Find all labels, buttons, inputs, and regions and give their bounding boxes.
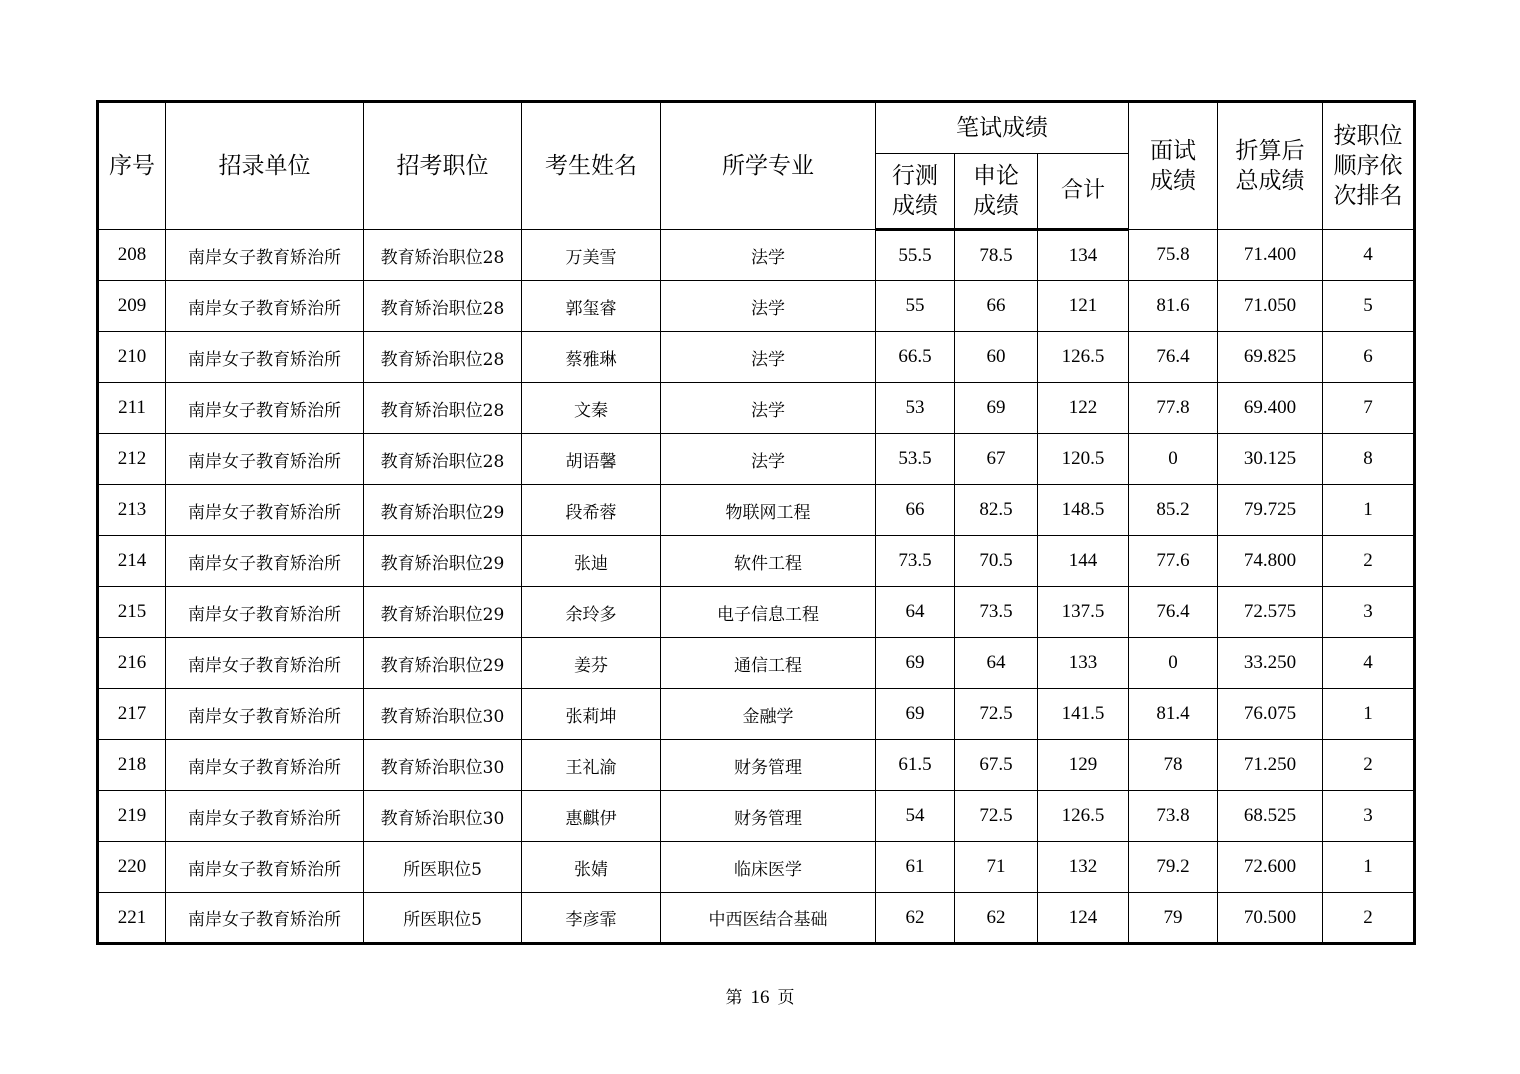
score-table (96, 100, 1416, 945)
table-row (98, 383, 1415, 434)
cell-final: 69.825 (1218, 332, 1323, 383)
cell-xingce: 53 (876, 383, 955, 434)
table-row (98, 587, 1415, 638)
cell-xingce: 61.5 (876, 740, 955, 791)
cell-major: 通信工程 (661, 638, 876, 689)
cell-interview: 75.8 (1129, 230, 1218, 281)
cell-shenlun: 60 (955, 332, 1038, 383)
cell-name: 姜芬 (522, 638, 661, 689)
cell-total: 122 (1038, 383, 1129, 434)
cell-shenlun: 70.5 (955, 536, 1038, 587)
cell-position: 所医职位5 (364, 893, 522, 944)
cell-name: 张莉坤 (522, 689, 661, 740)
table-row (98, 638, 1415, 689)
cell-shenlun: 67.5 (955, 740, 1038, 791)
cell-seq: 220 (98, 842, 166, 893)
cell-shenlun: 66 (955, 281, 1038, 332)
cell-shenlun: 73.5 (955, 587, 1038, 638)
cell-unit: 南岸女子教育矫治所 (166, 638, 364, 689)
header-unit: 招录单位 (166, 102, 364, 230)
cell-shenlun: 72.5 (955, 689, 1038, 740)
table-row (98, 893, 1415, 944)
cell-unit: 南岸女子教育矫治所 (166, 842, 364, 893)
cell-final: 69.400 (1218, 383, 1323, 434)
cell-seq: 211 (98, 383, 166, 434)
cell-final: 72.575 (1218, 587, 1323, 638)
table-body (98, 230, 1415, 944)
cell-final: 76.075 (1218, 689, 1323, 740)
cell-name: 张婧 (522, 842, 661, 893)
cell-rank: 5 (1323, 281, 1415, 332)
table-row (98, 230, 1415, 281)
cell-seq: 208 (98, 230, 166, 281)
cell-major: 法学 (661, 230, 876, 281)
cell-final: 79.725 (1218, 485, 1323, 536)
table-row (98, 536, 1415, 587)
cell-total: 126.5 (1038, 791, 1129, 842)
cell-name: 郭玺睿 (522, 281, 661, 332)
cell-position: 教育矫治职位30 (364, 689, 522, 740)
cell-final: 74.800 (1218, 536, 1323, 587)
cell-position: 所医职位5 (364, 842, 522, 893)
cell-rank: 4 (1323, 230, 1415, 281)
cell-major: 财务管理 (661, 740, 876, 791)
cell-xingce: 64 (876, 587, 955, 638)
cell-rank: 8 (1323, 434, 1415, 485)
cell-seq: 209 (98, 281, 166, 332)
cell-name: 蔡雅琳 (522, 332, 661, 383)
cell-xingce: 73.5 (876, 536, 955, 587)
cell-position: 教育矫治职位29 (364, 638, 522, 689)
cell-total: 124 (1038, 893, 1129, 944)
table-row (98, 740, 1415, 791)
cell-major: 电子信息工程 (661, 587, 876, 638)
cell-shenlun: 69 (955, 383, 1038, 434)
cell-name: 王礼渝 (522, 740, 661, 791)
cell-final: 68.525 (1218, 791, 1323, 842)
cell-seq: 210 (98, 332, 166, 383)
cell-rank: 4 (1323, 638, 1415, 689)
cell-name: 文秦 (522, 383, 661, 434)
cell-final: 72.600 (1218, 842, 1323, 893)
cell-seq: 219 (98, 791, 166, 842)
cell-unit: 南岸女子教育矫治所 (166, 587, 364, 638)
cell-rank: 3 (1323, 791, 1415, 842)
cell-unit: 南岸女子教育矫治所 (166, 791, 364, 842)
cell-xingce: 54 (876, 791, 955, 842)
header-seq: 序号 (98, 102, 166, 230)
header-interview: 面试成绩 (1129, 102, 1218, 230)
cell-major: 物联网工程 (661, 485, 876, 536)
cell-name: 张迪 (522, 536, 661, 587)
cell-shenlun: 78.5 (955, 230, 1038, 281)
cell-seq: 218 (98, 740, 166, 791)
cell-xingce: 53.5 (876, 434, 955, 485)
cell-total: 133 (1038, 638, 1129, 689)
page-number: 16 (750, 987, 770, 1008)
cell-position: 教育矫治职位29 (364, 587, 522, 638)
table-row (98, 434, 1415, 485)
cell-shenlun: 82.5 (955, 485, 1038, 536)
cell-unit: 南岸女子教育矫治所 (166, 230, 364, 281)
cell-final: 70.500 (1218, 893, 1323, 944)
cell-unit: 南岸女子教育矫治所 (166, 740, 364, 791)
header-rank: 按职位顺序依次排名 (1323, 102, 1415, 230)
cell-total: 134 (1038, 230, 1129, 281)
cell-total: 137.5 (1038, 587, 1129, 638)
cell-position: 教育矫治职位28 (364, 383, 522, 434)
cell-xingce: 55 (876, 281, 955, 332)
cell-interview: 85.2 (1129, 485, 1218, 536)
cell-xingce: 55.5 (876, 230, 955, 281)
header-written: 笔试成绩 (876, 102, 1129, 154)
cell-major: 软件工程 (661, 536, 876, 587)
cell-rank: 1 (1323, 689, 1415, 740)
cell-major: 法学 (661, 332, 876, 383)
cell-final: 30.125 (1218, 434, 1323, 485)
cell-xingce: 69 (876, 689, 955, 740)
page-footer (0, 983, 1520, 1009)
cell-total: 121 (1038, 281, 1129, 332)
footer-prefix: 第 (725, 988, 743, 1008)
cell-position: 教育矫治职位28 (364, 230, 522, 281)
header-xingce: 行测成绩 (876, 154, 955, 230)
cell-unit: 南岸女子教育矫治所 (166, 485, 364, 536)
cell-rank: 1 (1323, 842, 1415, 893)
cell-rank: 2 (1323, 536, 1415, 587)
cell-shenlun: 64 (955, 638, 1038, 689)
table-row (98, 791, 1415, 842)
cell-unit: 南岸女子教育矫治所 (166, 281, 364, 332)
cell-interview: 73.8 (1129, 791, 1218, 842)
cell-seq: 214 (98, 536, 166, 587)
table-row (98, 842, 1415, 893)
footer-suffix: 页 (777, 988, 795, 1008)
header-major: 所学专业 (661, 102, 876, 230)
cell-interview: 81.4 (1129, 689, 1218, 740)
cell-name: 段希蓉 (522, 485, 661, 536)
cell-rank: 6 (1323, 332, 1415, 383)
cell-interview: 76.4 (1129, 332, 1218, 383)
table-row (98, 281, 1415, 332)
cell-major: 临床医学 (661, 842, 876, 893)
cell-xingce: 69 (876, 638, 955, 689)
cell-final: 33.250 (1218, 638, 1323, 689)
cell-seq: 212 (98, 434, 166, 485)
cell-interview: 0 (1129, 434, 1218, 485)
cell-unit: 南岸女子教育矫治所 (166, 689, 364, 740)
cell-name: 余玲多 (522, 587, 661, 638)
cell-name: 万美雪 (522, 230, 661, 281)
header-name: 考生姓名 (522, 102, 661, 230)
cell-interview: 79.2 (1129, 842, 1218, 893)
cell-interview: 76.4 (1129, 587, 1218, 638)
cell-total: 126.5 (1038, 332, 1129, 383)
table-row (98, 485, 1415, 536)
cell-total: 144 (1038, 536, 1129, 587)
cell-xingce: 66.5 (876, 332, 955, 383)
cell-position: 教育矫治职位28 (364, 281, 522, 332)
table-row (98, 689, 1415, 740)
cell-position: 教育矫治职位30 (364, 740, 522, 791)
cell-shenlun: 71 (955, 842, 1038, 893)
cell-xingce: 62 (876, 893, 955, 944)
cell-interview: 78 (1129, 740, 1218, 791)
cell-unit: 南岸女子教育矫治所 (166, 332, 364, 383)
cell-rank: 1 (1323, 485, 1415, 536)
cell-unit: 南岸女子教育矫治所 (166, 383, 364, 434)
cell-rank: 7 (1323, 383, 1415, 434)
cell-seq: 213 (98, 485, 166, 536)
cell-major: 财务管理 (661, 791, 876, 842)
cell-name: 惠麒伊 (522, 791, 661, 842)
cell-final: 71.250 (1218, 740, 1323, 791)
cell-interview: 77.6 (1129, 536, 1218, 587)
cell-shenlun: 62 (955, 893, 1038, 944)
cell-seq: 217 (98, 689, 166, 740)
cell-interview: 77.8 (1129, 383, 1218, 434)
cell-unit: 南岸女子教育矫治所 (166, 893, 364, 944)
cell-interview: 81.6 (1129, 281, 1218, 332)
cell-unit: 南岸女子教育矫治所 (166, 434, 364, 485)
cell-position: 教育矫治职位28 (364, 434, 522, 485)
cell-major: 法学 (661, 434, 876, 485)
cell-seq: 215 (98, 587, 166, 638)
cell-final: 71.400 (1218, 230, 1323, 281)
cell-total: 129 (1038, 740, 1129, 791)
header-final: 折算后总成绩 (1218, 102, 1323, 230)
cell-seq: 221 (98, 893, 166, 944)
cell-total: 120.5 (1038, 434, 1129, 485)
cell-name: 胡语馨 (522, 434, 661, 485)
cell-position: 教育矫治职位29 (364, 485, 522, 536)
cell-shenlun: 67 (955, 434, 1038, 485)
cell-interview: 79 (1129, 893, 1218, 944)
cell-shenlun: 72.5 (955, 791, 1038, 842)
cell-position: 教育矫治职位28 (364, 332, 522, 383)
cell-xingce: 61 (876, 842, 955, 893)
cell-unit: 南岸女子教育矫治所 (166, 536, 364, 587)
header-position: 招考职位 (364, 102, 522, 230)
cell-xingce: 66 (876, 485, 955, 536)
cell-rank: 2 (1323, 740, 1415, 791)
cell-seq: 216 (98, 638, 166, 689)
cell-total: 148.5 (1038, 485, 1129, 536)
cell-rank: 3 (1323, 587, 1415, 638)
header-total: 合计 (1038, 154, 1129, 230)
cell-total: 141.5 (1038, 689, 1129, 740)
cell-major: 中西医结合基础 (661, 893, 876, 944)
cell-position: 教育矫治职位30 (364, 791, 522, 842)
cell-major: 金融学 (661, 689, 876, 740)
cell-major: 法学 (661, 281, 876, 332)
cell-interview: 0 (1129, 638, 1218, 689)
cell-final: 71.050 (1218, 281, 1323, 332)
cell-total: 132 (1038, 842, 1129, 893)
cell-name: 李彦霏 (522, 893, 661, 944)
cell-position: 教育矫治职位29 (364, 536, 522, 587)
cell-rank: 2 (1323, 893, 1415, 944)
cell-major: 法学 (661, 383, 876, 434)
header-shenlun: 申论成绩 (955, 154, 1038, 230)
table-row (98, 332, 1415, 383)
